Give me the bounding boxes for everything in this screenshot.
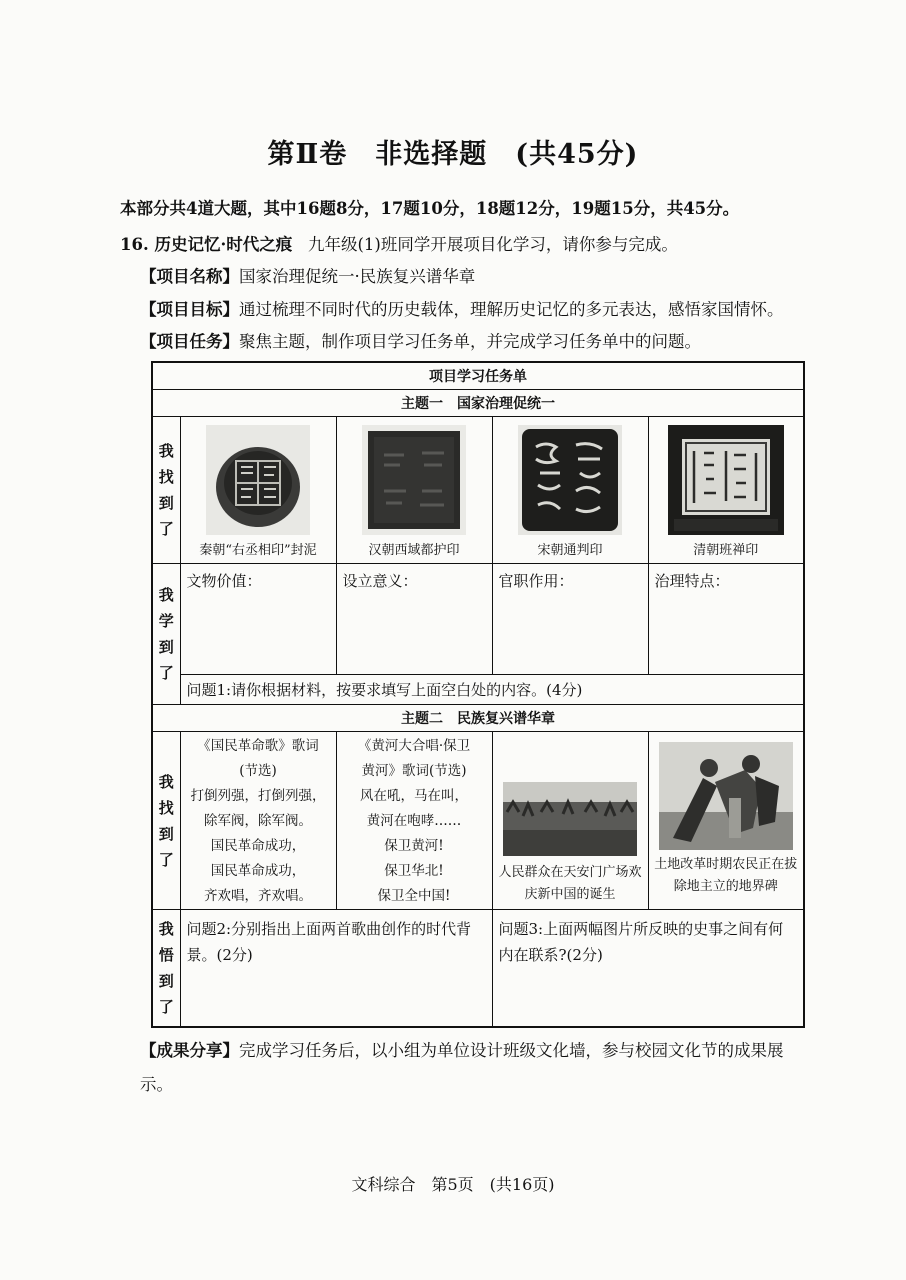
page-footer: 文科综合 第5页 (共16页) — [351, 1175, 555, 1194]
song-2-subtitle: 黄河》歌词(节选) — [361, 763, 467, 779]
photo-caption-land-reform: 土地改革时期农民正在拔除地主立的地界碑 — [654, 857, 798, 894]
song-1-subtitle: (节选) — [239, 763, 277, 779]
field-governance-features[interactable]: 治理特点： — [648, 564, 804, 675]
song-1-line: 国民革命成功， — [210, 838, 306, 854]
section-title: 第Ⅱ卷 非选择题 (共45分) — [267, 139, 639, 170]
seal-caption-qin: 秦朝“右丞相印”封泥 — [199, 543, 317, 558]
seal-cell-han — [336, 417, 492, 564]
row-label-found-2: 我找到了 — [152, 732, 180, 910]
question-16-title: 16. 历史记忆·时代之痕 — [120, 235, 293, 254]
results-sharing-label: 【成果分享】 — [140, 1041, 239, 1060]
song-1-lyrics — [180, 732, 336, 910]
field-establishment-significance[interactable]: 设立意义： — [336, 564, 492, 675]
question-3[interactable]: 问题3:上面两幅图片所反映的史事之间有何内在联系?(2分) — [492, 910, 804, 1028]
photo-caption-tiananmen: 人民群众在天安门广场欢庆新中国的诞生 — [498, 865, 642, 902]
song-1-line: 齐欢唱，齐欢唱。 — [204, 888, 312, 904]
song-2-title: 《黄河大合唱·保卫 — [357, 738, 471, 754]
project-name-label: 【项目名称】 — [140, 267, 239, 286]
song-1-line: 国民革命成功， — [210, 863, 306, 879]
song-2-line: 风在吼，马在叫， — [360, 788, 468, 804]
field-artifact-value[interactable]: 文物价值： — [180, 564, 336, 675]
project-goal-line — [140, 296, 784, 320]
section-intro: 本部分共4道大题，其中16题8分，17题10分，18题12分，19题15分，共45分。 — [120, 199, 740, 218]
project-name: 国家治理促统一·民族复兴谱华章 — [239, 267, 476, 286]
song-1-title: 《国民革命歌》歌词 — [197, 738, 319, 754]
field-official-role[interactable]: 官职作用： — [492, 564, 648, 675]
theme-1-header: 主题一 国家治理促统一 — [152, 390, 804, 417]
song-1-line: 除军阀，除军阀。 — [204, 813, 312, 829]
seal-stamp-image — [518, 425, 622, 535]
project-task: 聚焦主题，制作项目学习任务单，并完成学习任务单中的问题。 — [239, 332, 701, 351]
row-label-found-1: 我找到了 — [152, 417, 180, 564]
project-goal-label: 【项目目标】 — [140, 300, 239, 319]
seal-cell-qin — [180, 417, 336, 564]
photo-cell-tiananmen — [492, 732, 648, 910]
seal-cell-song — [492, 417, 648, 564]
task-sheet-header: 项目学习任务单 — [152, 362, 804, 390]
project-goal: 通过梳理不同时代的历史载体，理解历史记忆的多元表达，感悟家国情怀。 — [239, 300, 784, 319]
project-name-line — [140, 263, 475, 287]
photo-cell-land-reform — [648, 732, 804, 910]
seal-caption-song: 宋朝通判印 — [537, 543, 603, 558]
question-2[interactable]: 问题2:分别指出上面两首歌曲创作的时代背景。(2分) — [180, 910, 492, 1028]
theme-2-header: 主题二 民族复兴谱华章 — [152, 705, 804, 732]
row-label-learned: 我学到了 — [152, 564, 180, 705]
row-label-realized: 我悟到了 — [152, 910, 180, 1028]
question-1: 问题1:请你根据材料，按要求填写上面空白处的内容。(4分) — [180, 675, 804, 705]
question-16-heading — [120, 231, 678, 255]
song-2-line: 保卫全中国! — [377, 888, 451, 904]
sealing-clay-image — [206, 425, 310, 535]
song-1-line: 打倒列强，打倒列强， — [190, 788, 326, 804]
results-sharing-text: 完成学习任务后，以小组为单位设计班级文化墙，参与校园文化节的成果展示。 — [140, 1041, 784, 1094]
results-sharing — [140, 1034, 810, 1102]
crowd-photo-image — [503, 782, 637, 856]
bronze-seal-image — [362, 425, 466, 535]
song-2-lyrics — [336, 732, 492, 910]
farmers-photo-image — [659, 742, 793, 850]
task-sheet-table — [151, 361, 805, 1028]
seal-image — [668, 425, 784, 535]
song-2-line: 黄河在咆哮…… — [366, 813, 462, 829]
seal-cell-qing — [648, 417, 804, 564]
seal-caption-han: 汉朝西域都护印 — [368, 543, 460, 558]
question-16-lead: 九年级(1)班同学开展项目化学习，请你参与完成。 — [307, 235, 678, 254]
song-2-line: 保卫华北! — [384, 863, 444, 879]
song-2-line: 保卫黄河! — [384, 838, 444, 854]
seal-caption-qing: 清朝班禅印 — [693, 543, 759, 558]
project-task-line — [140, 328, 701, 352]
project-task-label: 【项目任务】 — [140, 332, 239, 351]
